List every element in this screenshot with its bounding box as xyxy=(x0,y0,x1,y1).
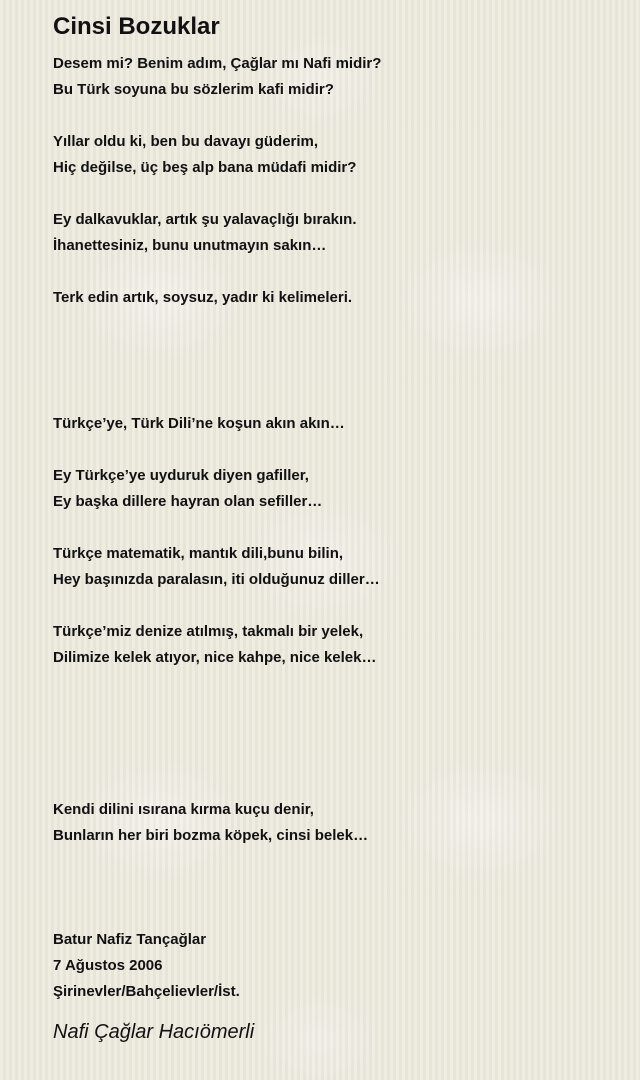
poem-line: Türkçe matematik, mantık dili,bunu bilin, xyxy=(53,545,344,562)
poem-line: Dilimize kelek atıyor, nice kahpe, nice kelek… xyxy=(53,649,377,666)
dateline-place: Şirinevler/Bahçelievler/İst. xyxy=(53,983,240,1000)
poem-line: Bunların her biri bozma köpek, cinsi belek… xyxy=(53,827,369,844)
poem-line: Desem mi? Benim adım, Çağlar mı Nafi midir? xyxy=(53,55,382,72)
poem-line: Ey Türkçe’ye uyduruk diyen gafiller, xyxy=(53,467,309,484)
stanza-4 xyxy=(53,285,352,311)
dateline-author: Batur Nafiz Tançağlar xyxy=(53,931,207,948)
poem-line: Türkçe’miz denize atılmış, takmalı bir yelek, xyxy=(53,623,364,640)
stanza-9 xyxy=(53,797,368,849)
poem-line: Ey dalkavuklar, artık şu yalavaçlığı bırakın. xyxy=(53,211,357,228)
author-signature: Nafi Çağlar Hacıömerli xyxy=(53,1021,255,1043)
poem-title: Cinsi Bozuklar xyxy=(53,13,220,40)
poem-line: Ey başka dillere hayran olan sefiller… xyxy=(53,493,323,510)
poem-line: Bu Türk soyuna bu sözlerim kafi midir? xyxy=(53,81,334,98)
poem-line: Hey başınızda paralasın, iti olduğunuz diller… xyxy=(53,571,380,588)
dateline-date: 7 Ağustos 2006 xyxy=(53,957,163,974)
stanza-2 xyxy=(53,129,356,181)
poem-dateline xyxy=(53,927,240,1005)
poem-line: Hiç değilse, üç beş alp bana müdafi midir? xyxy=(53,159,357,176)
stanza-1 xyxy=(53,51,381,103)
stanza-6 xyxy=(53,463,322,515)
stanza-8 xyxy=(53,619,377,671)
poem-line: Kendi dilini ısırana kırma kuçu denir, xyxy=(53,801,314,818)
poem-line: İhanettesiniz, bunu unutmayın sakın… xyxy=(53,237,327,254)
poem-line: Yıllar oldu ki, ben bu davayı güderim, xyxy=(53,133,319,150)
stanza-7 xyxy=(53,541,380,593)
stanza-5 xyxy=(53,411,345,437)
poem-line: Türkçe’ye, Türk Dili’ne koşun akın akın… xyxy=(53,415,345,432)
stanza-3 xyxy=(53,207,357,259)
poem-line: Terk edin artık, soysuz, yadır ki kelimeleri. xyxy=(53,289,353,306)
